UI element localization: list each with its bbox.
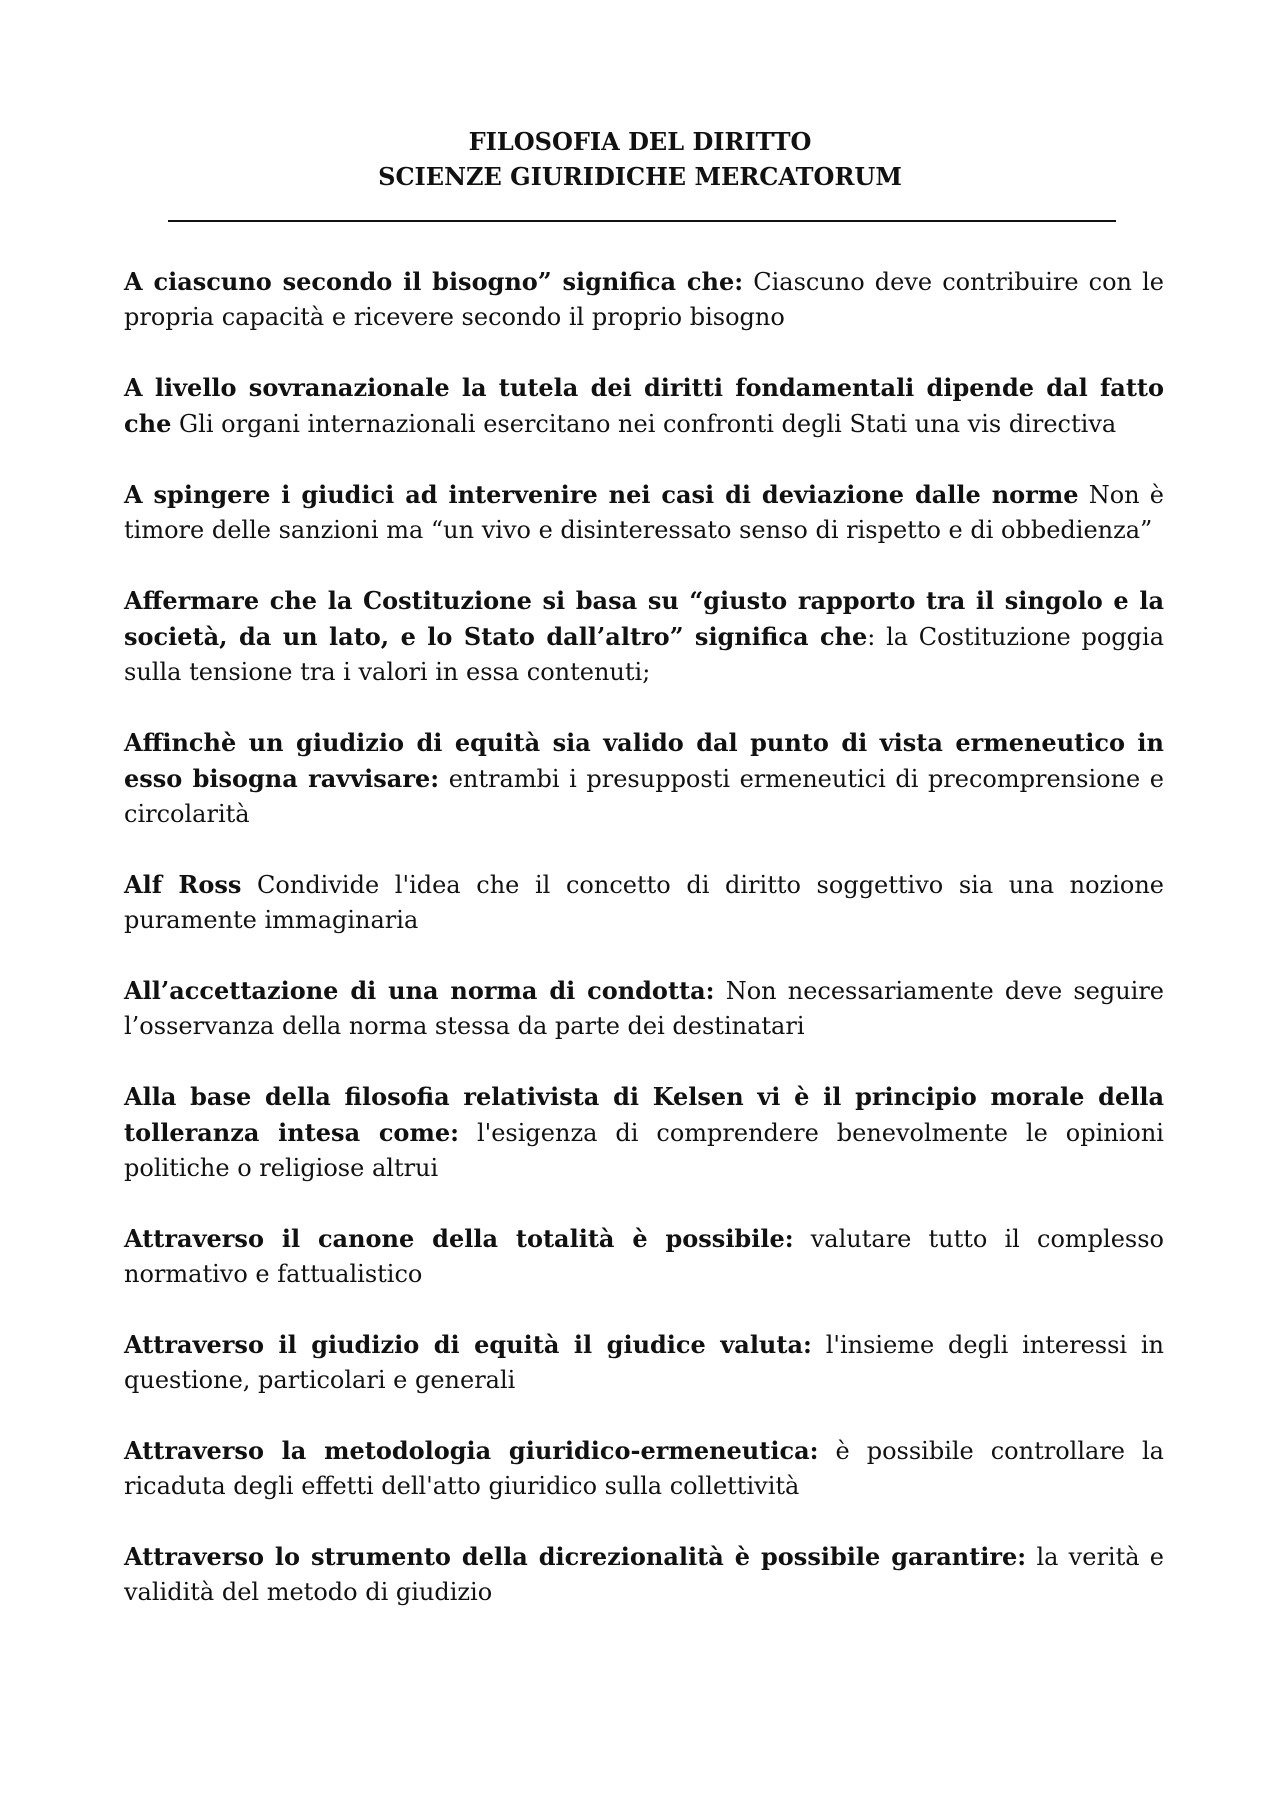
entry-answer: entrambi i presupposti ermeneutici di precomprensione e circolarità <box>124 765 1164 828</box>
qa-entry <box>124 725 1164 832</box>
qa-entry <box>124 973 1164 1044</box>
entry-answer: l'insieme degli interessi in questione, particolari e generali <box>124 1331 1165 1394</box>
qa-entry <box>124 264 1164 335</box>
qa-entry <box>124 1221 1164 1292</box>
entry-question: A livello sovranazionale la tutela dei diritti fondamentali dipende dal fatto che <box>124 373 1164 438</box>
header-divider <box>168 220 1116 222</box>
entry-question: Attraverso il canone della totalità è possibile: <box>124 1224 794 1253</box>
entry-question: All’accettazione di una norma di condotta: <box>124 976 715 1005</box>
qa-entry <box>124 1539 1164 1610</box>
entry-answer: valutare tutto il complesso normativo e fattualistico <box>124 1225 1164 1288</box>
entry-question: Affinchè un giudizio di equità sia valido dal punto di vista ermeneutico in esso bisogna ravvisare: <box>124 728 1164 793</box>
document-subtitle: SCIENZE GIURIDICHE MERCATORUM <box>378 162 902 191</box>
entry-answer: l'esigenza di comprendere benevolmente le opinioni politiche o religiose altrui <box>124 1119 1164 1182</box>
entry-question: Attraverso lo strumento della dicrezionalità è possibile garantire: <box>124 1542 1027 1571</box>
qa-entry <box>124 583 1164 690</box>
document-header <box>0 124 1280 194</box>
entry-question: A spingere i giudici ad intervenire nei casi di deviazione dalle norme <box>124 480 1079 509</box>
entry-answer: Non necessariamente deve seguire l’osservanza della norma stessa da parte dei destinatari <box>124 977 1165 1040</box>
qa-entry <box>124 1327 1164 1398</box>
entry-answer: la verità e validità del metodo di giudizio <box>124 1543 1164 1606</box>
entry-answer: è possibile controllare la ricaduta degli effetti dell'atto giuridico sulla collettività <box>124 1437 1164 1500</box>
entry-question: Affermare che la Costituzione si basa su “giusto rapporto tra il singolo e la società, da un lato, e lo Stato dall’altro” significa che <box>124 586 1164 651</box>
qa-entry <box>124 477 1164 548</box>
entry-answer: Ciascuno deve contribuire con le propria capacità e ricevere secondo il proprio bisogno <box>124 268 1165 331</box>
entry-answer: Condivide l'idea che il concetto di diritto soggettivo sia una nozione puramente immaginaria <box>124 871 1164 934</box>
entry-answer: Non è timore delle sanzioni ma “un vivo e disinteressato senso di rispetto e di obbedienza” <box>124 481 1164 544</box>
qa-entry <box>124 867 1164 938</box>
qa-entry <box>124 1433 1164 1504</box>
entry-question: A ciascuno secondo il bisogno” significa che: <box>124 267 744 296</box>
entry-question: Attraverso il giudizio di equità il giudice valuta: <box>124 1330 812 1359</box>
entry-answer: : la Costituzione poggia sulla tensione tra i valori in essa contenuti; <box>124 623 1164 686</box>
entry-question: Alf Ross <box>124 870 242 899</box>
qa-entry <box>124 1079 1164 1186</box>
entry-question: Alla base della filosofia relativista di Kelsen vi è il principio morale della tolleranza intesa come: <box>124 1082 1164 1147</box>
qa-entry <box>124 370 1164 442</box>
document-title: FILOSOFIA DEL DIRITTO <box>468 127 812 156</box>
entry-question: Attraverso la metodologia giuridico-ermeneutica: <box>124 1436 819 1465</box>
qa-list <box>124 264 1164 1645</box>
entry-answer: Gli organi internazionali esercitano nei confronti degli Stati una vis directiva <box>178 410 1117 438</box>
